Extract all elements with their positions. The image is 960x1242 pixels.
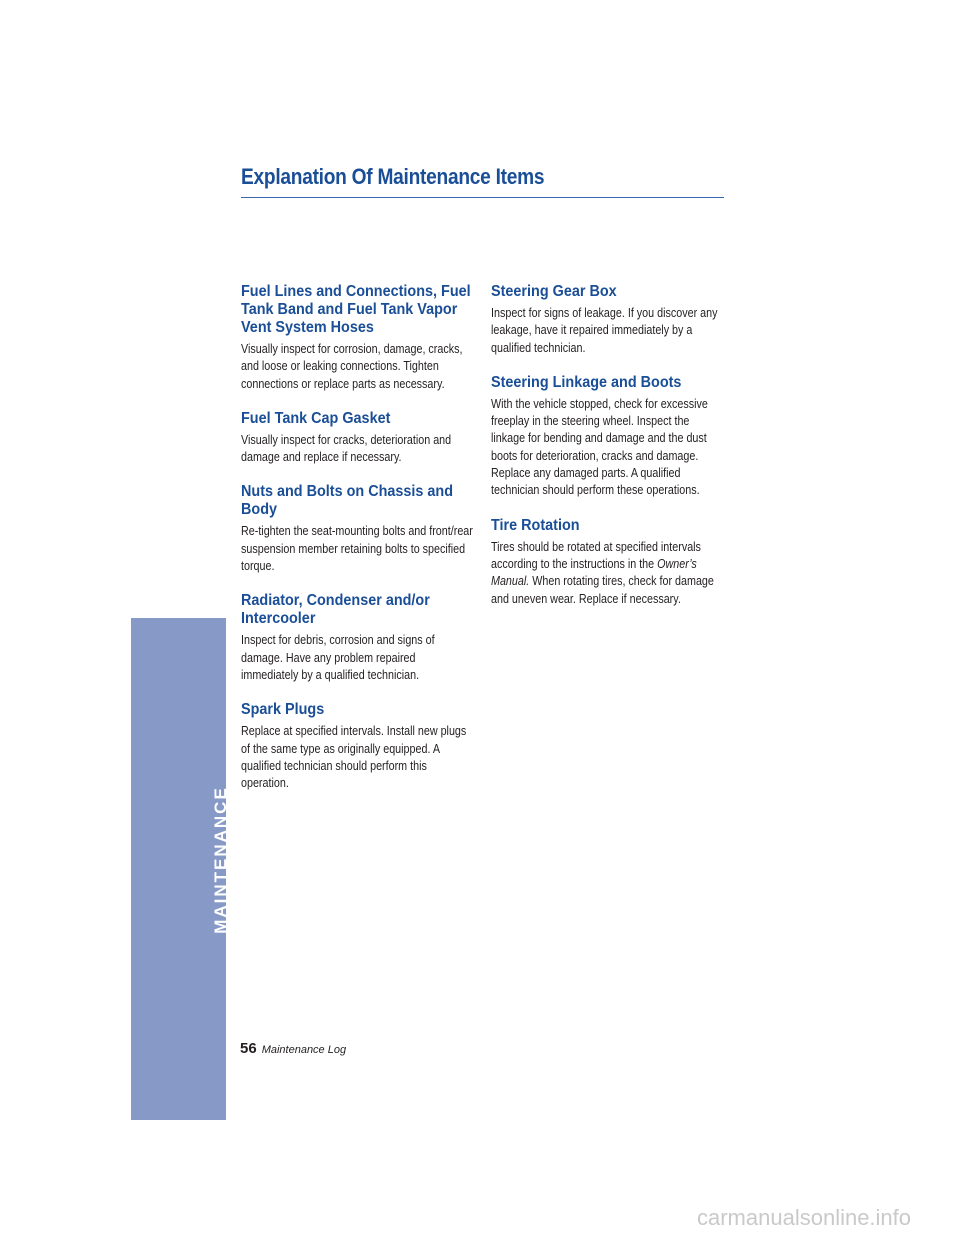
watermark: carmanualsonline.info — [697, 1205, 912, 1230]
section-body — [491, 539, 725, 608]
title-divider — [241, 197, 724, 198]
section-nuts-and-bolts — [241, 483, 476, 575]
section-heading: Fuel Lines and Connections, Fuel Tank Band and Fuel Tank Vapor Vent System Hoses — [241, 283, 471, 336]
body-text: When rotating tires, check for damage and uneven wear. Replace if necessary. — [491, 574, 714, 606]
section-body: Inspect for debris, corrosion and signs of damage. Have any problem repaired immediately by a qualified technician. — [241, 633, 435, 682]
section-heading: Nuts and Bolts on Chassis and Body — [241, 483, 454, 519]
section-heading: Fuel Tank Cap Gasket — [241, 409, 391, 427]
page-footer — [240, 1040, 346, 1058]
side-tab-label: MAINTENANCE — [211, 786, 230, 934]
section-radiator — [241, 592, 476, 684]
footer-label: Maintenance Log — [261, 1044, 347, 1056]
section-body: With the vehicle stopped, check for excessive freeplay in the steering wheel. Inspect the linkage for bending and damage and the dust boots for deterioration, cracks and damage. Replace any damaged parts. A qualified technician should perform these operations. — [491, 396, 708, 498]
page-number: 56 — [240, 1040, 257, 1057]
section-tire-rotation — [491, 517, 726, 608]
page-title: Explanation Of Maintenance Items — [241, 164, 545, 189]
section-heading: Tire Rotation — [491, 516, 580, 534]
section-spark-plugs — [241, 701, 476, 792]
section-heading: Steering Gear Box — [491, 283, 617, 300]
section-steering-gear-box — [491, 283, 726, 357]
section-heading: Radiator, Condenser and/or Intercooler — [241, 592, 430, 628]
section-body: Visually inspect for corrosion, damage, cracks, and loose or leaking connections. Tighten connections or replace parts as necessary. — [241, 342, 463, 391]
manual-title: Owner’s Manual. — [491, 556, 697, 589]
section-body: Visually inspect for cracks, deterioration and damage and replace if necessary. — [241, 432, 452, 465]
section-body: Inspect for signs of leakage. If you discover any leakage, have it repaired immediately by a qualified technician. — [491, 306, 718, 355]
section-body: Re-tighten the seat-mounting bolts and front/rear suspension member retaining bolts to specified torque. — [241, 524, 473, 574]
body-text: Tires should be rotated at specified intervals according to the instructions in the — [491, 539, 701, 571]
section-body: Replace at specified intervals. Install new plugs of the same type as originally equipped. A qualified technician should perform this operation. — [241, 724, 467, 791]
right-column — [491, 283, 726, 625]
section-fuel-tank-cap-gasket — [241, 410, 476, 467]
section-heading: Spark Plugs — [241, 701, 325, 719]
section-heading: Steering Linkage and Boots — [491, 373, 682, 391]
left-column — [241, 283, 476, 809]
section-steering-linkage — [491, 374, 726, 500]
section-fuel-lines — [241, 283, 476, 393]
